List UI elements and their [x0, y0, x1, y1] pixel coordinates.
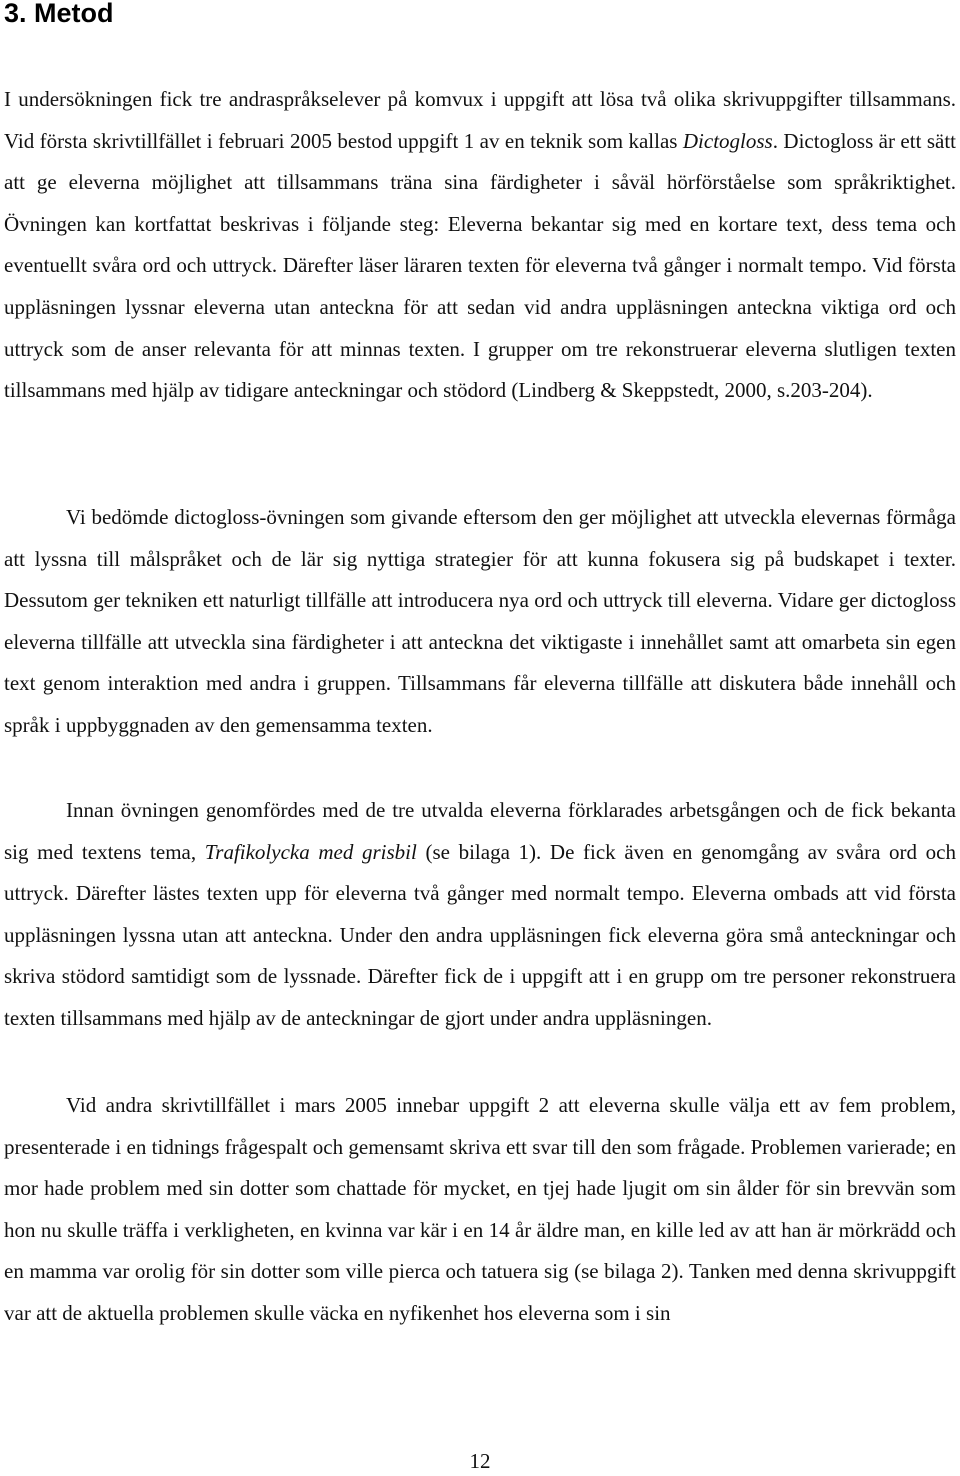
paragraph-4-text: Vid andra skrivtillfället i mars 2005 innebar uppgift 2 att eleverna skulle välja ett av fem problem, presenterade i en tidnings frågespalt och gemensamt skriva ett svar till den som frågade. Problemen varierade; en mor hade problem med sin dotter som chattade för mycket, en tjej hade ljugit om sin ålder för sin brevvän som hon nu skulle träffa i verkligheten, en kvinna var kär i en 14 år äldre man, en kille led av att han är mörkrädd och en mamma var orolig för sin dotter som ville pierca och tatuera sig (se bilaga 2). Tanken med denna skrivuppgift var att de aktuella problemen skulle väcka en nyfikenhet hos eleverna som i sin — [4, 1093, 956, 1325]
paragraph-dictogloss-evaluation — [4, 497, 956, 747]
paragraph-second-task — [4, 1085, 956, 1335]
paragraph-3-text-start: Innan övningen genomfördes med de tre utvalda eleverna förklarades arbetsgången och de fick bekanta sig med textens tema, — [4, 798, 956, 864]
paragraph-1-italic-term: Dictogloss — [682, 128, 773, 153]
paragraph-method-intro — [4, 79, 956, 412]
page-number: 12 — [469, 1449, 491, 1473]
paragraph-2-text: Vi bedömde dictogloss-övningen som givande eftersom den ger möjlighet att utveckla elevernas förmåga att lyssna till målspråket och de lär sig nyttiga strategier för att kunna fokusera sig på budskapet i texter. Dessutom ger tekniken ett naturligt tillfälle att introducera nya ord och uttryck till eleverna. Vidare ger dictogloss eleverna tillfälle att utveckla sina färdigheter i att anteckna det viktigaste i innehållet samt att omarbeta sin egen text genom interaktion med andra i gruppen. Tillsammans får eleverna tillfälle att diskutera både innehåll och språk i uppbyggnaden av den gemensamma texten. — [4, 505, 956, 737]
paragraph-3-text-end: (se bilaga 1). De fick även en genomgång av svåra ord och uttryck. Därefter lästes texten upp för eleverna två gånger med normalt tempo. Eleverna ombads att vid första uppläsningen lyssna utan att anteckna. Under den andra uppläsningen fick eleverna göra små anteckningar och skriva stödord samtidigt som de lyssnade. Därefter fick de i uppgift att i en grupp om tre personer rekonstruera texten tillsammans med hjälp av de anteckningar de gjort under andra uppläsningen. — [4, 839, 956, 1030]
paragraph-exercise-procedure — [4, 790, 956, 1040]
paragraph-3-italic-title: Trafikolycka med grisbil — [204, 839, 417, 864]
section-heading: 3. Metod — [4, 0, 114, 28]
paragraph-1-text-start: I undersökningen fick tre andraspråkselever på komvux i uppgift att lösa två olika skrivuppgifter tillsammans. Vid första skrivtillfället i februari 2005 bestod uppgift 1 av en teknik som kallas — [4, 87, 956, 153]
paragraph-1-text-end: . Dictogloss är ett sätt att ge eleverna möjlighet att tillsammans träna sina färdigheter i såväl hörförståelse som språkriktighet. Övningen kan kortfattat beskrivas i följande steg: Eleverna bekantar sig med en kortare text, dess tema och eventuellt svåra ord och uttryck. Därefter läser läraren texten för eleverna två gånger i normalt tempo. Vid första uppläsningen lyssnar eleverna utan anteckna för att sedan vid andra uppläsningen anteckna viktiga ord och uttryck som de anser relevanta för att minnas texten. I grupper om tre rekonstruerar eleverna slutligen texten tillsammans med hjälp av tidigare anteckningar och stödord (Lindberg & Skeppstedt, 2000, s.203-204). — [4, 128, 956, 403]
